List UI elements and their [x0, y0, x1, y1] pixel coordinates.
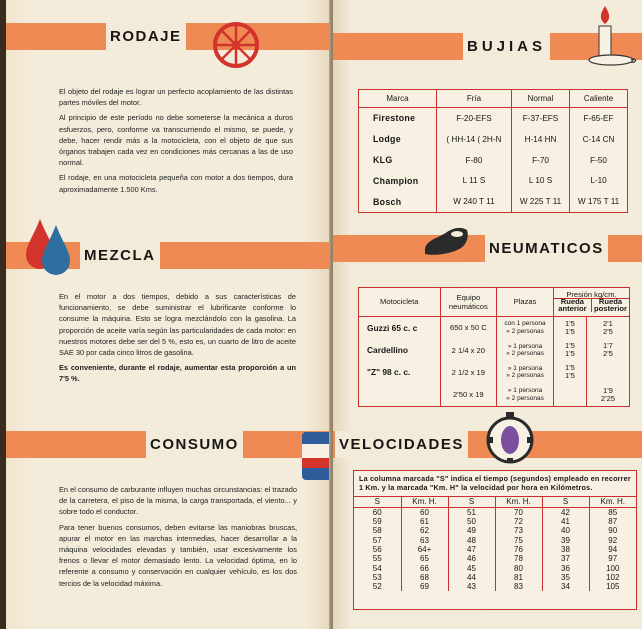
speed-cell: 85 [608, 507, 618, 517]
neumaticos-table-box [358, 287, 630, 407]
value: 2'25 [600, 393, 616, 403]
left-page [6, 0, 331, 629]
bujias-table [359, 90, 627, 212]
brand-cell: Firestone [359, 107, 436, 129]
speed-cell: 69 [401, 582, 448, 591]
speed-cell: 97 [608, 554, 618, 564]
value: 1'5 [564, 371, 575, 381]
post-cell [586, 361, 629, 383]
table-row [354, 517, 636, 526]
cell: W 225 T 11 [512, 191, 570, 212]
value: 2'5 [603, 326, 613, 336]
plazas-line: » 2 personas [506, 350, 544, 358]
cell: 2 1/4 x 20 [440, 339, 497, 361]
mezcla-paragraph: Es conveniente, durante el rodaje, aumentar esta proporción a un 7'5 %. [59, 363, 296, 384]
consumo-text [59, 484, 297, 593]
col-header: Plazas [497, 288, 554, 316]
speed-cell: 58 [354, 526, 401, 535]
speed-cell: 72 [495, 517, 542, 526]
bujias-table-box [358, 89, 628, 213]
value: 1'5 [564, 349, 575, 359]
cell: F-80 [436, 150, 511, 171]
cell: F-37-EFS [512, 107, 570, 129]
speed-cell: 56 [354, 545, 401, 554]
col-header: Equipo neumáticos [440, 288, 497, 316]
speed-cell: 53 [354, 573, 401, 582]
oil-drops-icon [24, 215, 72, 277]
velocidades-table [354, 496, 636, 592]
speed-cell: 47 [448, 545, 495, 554]
bujias-title: BUJIAS [463, 33, 550, 60]
speed-cell: 64+ [401, 545, 448, 554]
pressure-header [553, 288, 629, 316]
col-header: Rueda anterior [554, 299, 592, 312]
speed-cell: 61 [401, 517, 448, 526]
speed-cell: 105 [606, 582, 620, 592]
cell: C-14 CN [582, 134, 615, 144]
neumaticos-table [359, 288, 629, 406]
speed-cell: 43 [448, 582, 495, 591]
speed-cell: 66 [401, 564, 448, 573]
velocidades-body [354, 507, 636, 591]
cell: 2 1/2 x 19 [440, 361, 497, 383]
cell: F-20-EFS [436, 107, 511, 129]
cell: H-14 HN [512, 129, 570, 150]
table-row [354, 545, 636, 554]
table-row [359, 384, 629, 406]
speed-cell: 60 [401, 507, 448, 517]
pressure-title: Presión kg/cm. [554, 292, 629, 300]
speed-cell: 35 [542, 573, 589, 582]
speed-cell: 46 [448, 554, 495, 563]
speed-cell: 39 [542, 536, 589, 545]
speed-cell: 102 [606, 572, 620, 582]
col-header: Rueda posterior [594, 297, 627, 313]
plazas-cell [497, 384, 554, 406]
speed-cell: 100 [606, 563, 620, 573]
ant-cell [553, 339, 586, 361]
cell: 650 x 50 C [440, 316, 497, 339]
ant-cell [553, 384, 586, 406]
ant-cell [553, 316, 586, 339]
speed-cell: 55 [354, 554, 401, 563]
plazas-cell [497, 361, 554, 383]
speed-cell: 48 [448, 536, 495, 545]
velocidades-title: VELOCIDADES [335, 431, 468, 458]
cell: F-70 [512, 150, 570, 171]
rodaje-paragraph: El objeto del rodaje es lograr un perfecto acoplamiento de las distintas partes móviles del motor. [59, 87, 293, 108]
brand-cell: Champion [359, 170, 436, 191]
table-row [359, 129, 627, 150]
table-row [359, 191, 627, 212]
col-header: Km. H. [401, 496, 448, 507]
speed-cell: 57 [354, 536, 401, 545]
plazas-cell [497, 316, 554, 339]
table-row [354, 554, 636, 563]
ant-cell [553, 361, 586, 383]
post-cell [586, 316, 629, 339]
speed-cell: 76 [495, 545, 542, 554]
cell: L-10 [590, 176, 607, 186]
cell: W 240 T 11 [436, 191, 511, 212]
speed-cell: 68 [401, 573, 448, 582]
value: 1'5 [564, 363, 575, 373]
cell: W 175 T 11 [577, 197, 620, 207]
speed-cell: 38 [542, 545, 589, 554]
speed-cell: 59 [354, 517, 401, 526]
cell: F-65-EF [583, 113, 614, 123]
plazas-line: » 1 persona [507, 364, 543, 372]
value: 1'7 [603, 341, 613, 351]
stopwatch-icon [483, 410, 537, 466]
speed-cell: 81 [495, 573, 542, 582]
speed-cell: 90 [608, 526, 618, 536]
rodaje-paragraph: Al principio de este período no debe someterse la mecánica a duros esfuerzos, pero, conforme va transcurriendo el mismo, se puede, y debe, hacer rendir más a la motocicleta, con el objeto de que sus órganos trabajen cada vez en condiciones más cercanas a las de uso normal. [59, 113, 293, 168]
table-row [354, 507, 636, 517]
speed-cell: 37 [542, 554, 589, 563]
wheel-icon [211, 20, 261, 70]
value: 1'5 [564, 326, 575, 336]
speed-cell: 94 [608, 545, 618, 554]
brand-cell: KLG [359, 150, 436, 171]
cell: ( HH-14 ( 2H-N [436, 129, 511, 150]
speed-cell: 34 [542, 582, 589, 591]
value: 1'5 [564, 341, 575, 351]
speed-cell: 63 [401, 536, 448, 545]
speed-cell: 36 [542, 564, 589, 573]
plazas-line: con 1 persona [504, 320, 546, 328]
col-header: Motocicleta [359, 288, 440, 316]
col-header: Normal [512, 90, 570, 107]
speed-cell: 73 [495, 526, 542, 535]
cell: L 11 S [436, 170, 511, 191]
speed-cell: 78 [495, 554, 542, 563]
speed-cell: 54 [354, 564, 401, 573]
post-cell [586, 339, 629, 361]
speed-cell: 51 [448, 507, 495, 517]
cell: F-50 [590, 155, 607, 165]
velocidades-table-box [353, 470, 637, 610]
consumo-paragraph: En el consumo de carburante influyen muchas circunstancias: el trazado de la carretera, el piso de la misma, la carga transportada, el viento... y sobre todo el conductor. [59, 485, 297, 517]
plazas-line: » 2 personas [506, 394, 544, 402]
brand-cell: Bosch [359, 191, 436, 212]
col-header: S [448, 496, 495, 507]
value: 2'1 [603, 318, 613, 328]
right-page [333, 0, 642, 629]
speed-cell: 42 [542, 507, 589, 517]
mezcla-text [59, 291, 296, 389]
table-row [354, 536, 636, 545]
col-header: Caliente [570, 90, 627, 107]
rodaje-text [59, 86, 293, 199]
plazas-line: » 2 personas [506, 327, 544, 335]
brand-cell: Lodge [359, 129, 436, 150]
speed-cell: 70 [495, 507, 542, 517]
speed-cell: 45 [448, 564, 495, 573]
col-header: Km. H. [495, 496, 542, 507]
table-row [359, 150, 627, 171]
table-row [359, 316, 629, 339]
rodaje-paragraph: El rodaje, en una motocicleta pequeña con motor a dos tiempos, dura aproximadamente 1.500 Kms. [59, 173, 293, 194]
speed-cell: 87 [608, 517, 618, 527]
speed-cell: 52 [354, 582, 401, 591]
mezcla-paragraph: En el motor a dos tiempos, debido a sus características de funcionamiento, se debe suministrar el lubrificante conforme lo consume la máquina. Esto se logra mezclándolo con la gasolina. La proporción de aceite varía según las particularidades de cada motor: en nuestros motores debe ser del 5 %, esto es, un cuarto de litro de aceite SAE 30 por cada cinco litros de gasolina. [59, 292, 296, 358]
moto-cell: Cardellino [359, 339, 440, 361]
col-header: Fría [436, 90, 511, 107]
speed-cell: 50 [448, 517, 495, 526]
moto-cell: "Z" 98 c. c. [359, 361, 440, 383]
speed-cell: 60 [354, 507, 401, 517]
speed-cell: 92 [608, 535, 618, 545]
value: 1'9 [603, 385, 613, 395]
table-row [359, 339, 629, 361]
moto-cell: Guzzi 65 c. c [359, 316, 440, 339]
plazas-line: » 1 persona [507, 387, 543, 395]
speed-cell: 80 [495, 564, 542, 573]
speed-cell: 75 [495, 536, 542, 545]
col-header: S [542, 496, 589, 507]
cell: L 10 S [512, 170, 570, 191]
speed-cell: 44 [448, 573, 495, 582]
col-header: Marca [359, 90, 436, 107]
speed-cell: 40 [542, 526, 589, 535]
pressure-subheaders [554, 299, 629, 312]
table-row [359, 361, 629, 383]
mezcla-title: MEZCLA [80, 242, 160, 269]
velocidades-note: La columna marcada "S" indica el tiempo (segundos) empleado en recorrer 1 Km. y la marcada "Km. H" la velocidad por hora en Kilómetros. [359, 474, 631, 493]
moto-cell [359, 384, 440, 406]
table-row [354, 564, 636, 573]
post-cell [586, 384, 629, 406]
speed-cell: 83 [495, 582, 542, 591]
plazas-cell [497, 339, 554, 361]
speed-cell: 65 [401, 554, 448, 563]
col-header: Km. H. [589, 496, 636, 507]
table-row [354, 573, 636, 582]
table-row [354, 526, 636, 535]
candle-icon [585, 2, 637, 72]
speed-cell: 41 [542, 517, 589, 526]
shoe-icon [421, 222, 471, 262]
speed-cell: 62 [401, 526, 448, 535]
plazas-line: » 1 persona [507, 342, 543, 350]
consumo-paragraph: Para tener buenos consumos, deben evitarse las maniobras bruscas, apurar el motor en las marchas intermedias, hacer desarrollar a la máquina velocidades elevadas y también, usar excesivamente los frenos o llevar el motor demasiado lento. La velocidad óptima, en lo referente a consumo y conservación en cualquier vehículo, es los dos tercios de la velocidad máxima. [59, 522, 297, 588]
fuel-can-icon [300, 430, 331, 482]
table-row [354, 582, 636, 591]
value: 1'5 [564, 318, 575, 328]
table-row [359, 107, 627, 129]
plazas-line: » 2 personas [506, 372, 544, 380]
table-row [359, 170, 627, 191]
value: 2'5 [603, 349, 613, 359]
col-header: S [354, 496, 401, 507]
rodaje-title: RODAJE [106, 23, 186, 50]
consumo-title: CONSUMO [146, 431, 243, 458]
speed-cell: 49 [448, 526, 495, 535]
neumaticos-title: NEUMATICOS [485, 235, 608, 262]
cell: 2'50 x 19 [440, 384, 497, 406]
